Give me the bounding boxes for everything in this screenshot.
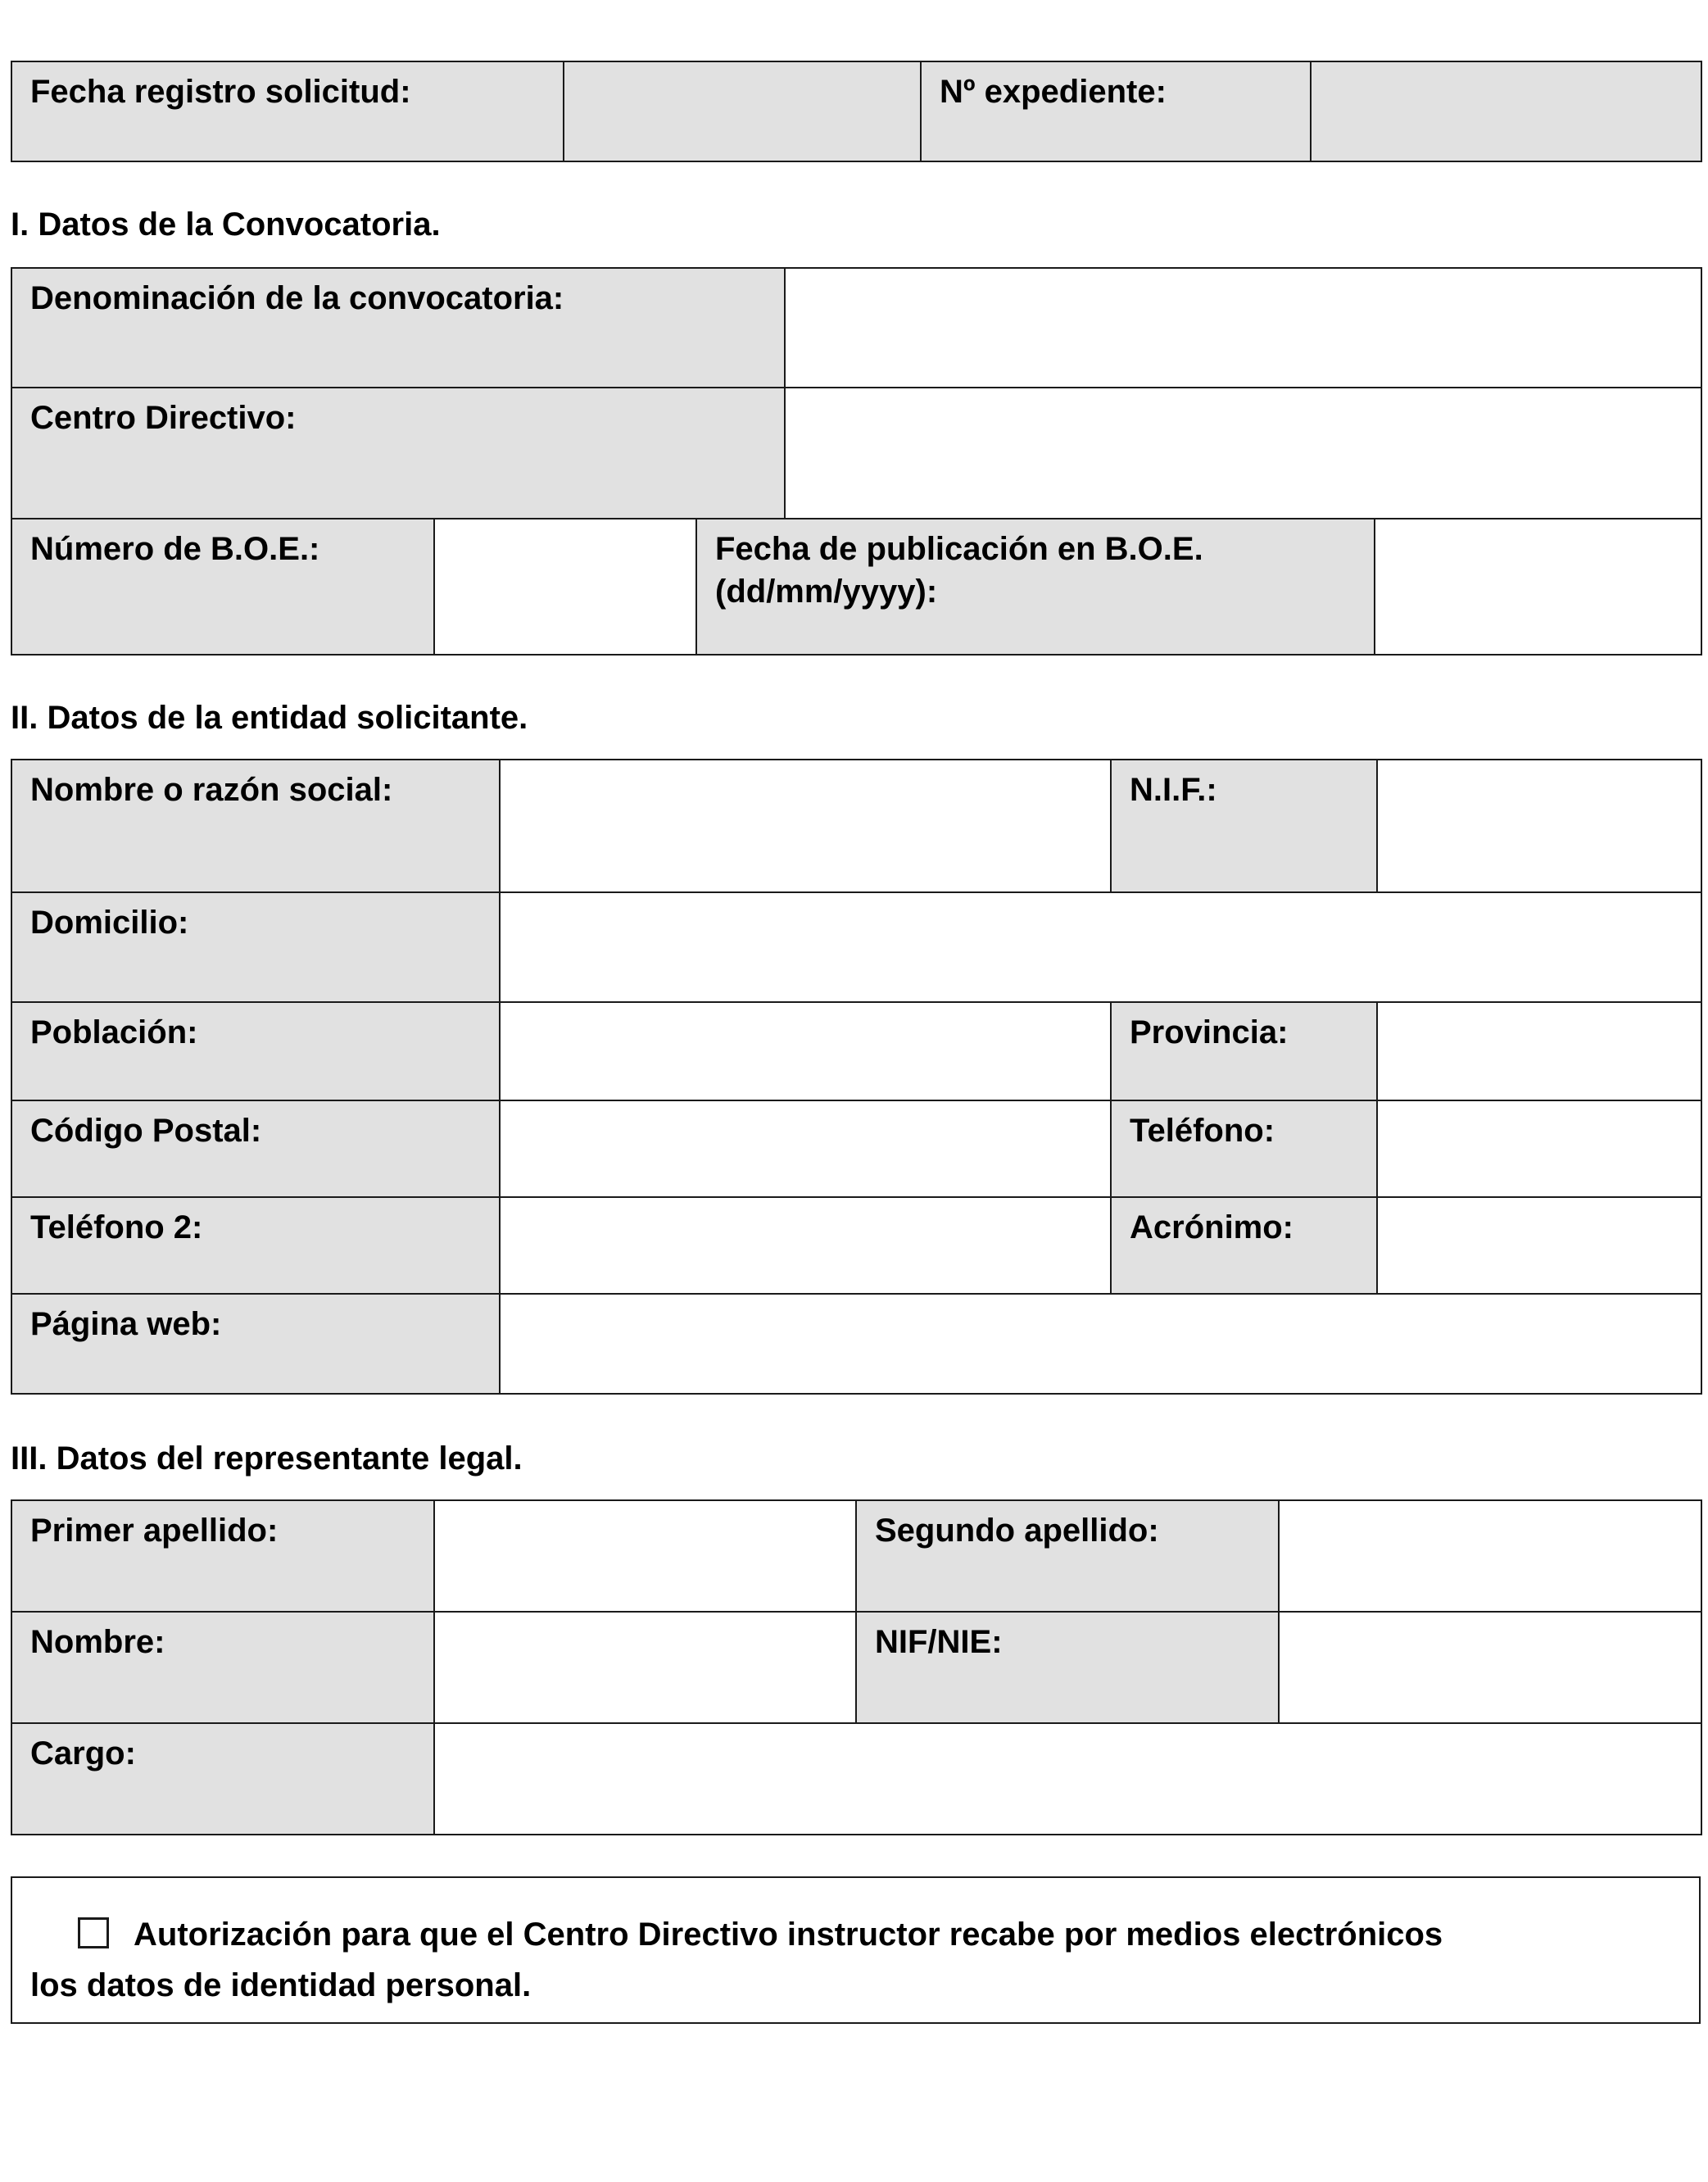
codigo-postal-label: Código Postal: xyxy=(11,1100,500,1197)
acronimo-label: Acrónimo: xyxy=(1111,1197,1377,1294)
nif-label: N.I.F.: xyxy=(1111,760,1377,892)
section1-title: I. Datos de la Convocatoria. xyxy=(11,206,441,243)
boe-numero-label: Número de B.O.E.: xyxy=(11,519,434,655)
denominacion-label: Denominación de la convocatoria: xyxy=(11,268,785,388)
convocatoria-table xyxy=(11,267,1702,656)
codigo-postal-field[interactable] xyxy=(500,1100,1111,1197)
centro-directivo-field[interactable] xyxy=(785,388,1701,519)
telefono-field[interactable] xyxy=(1377,1100,1701,1197)
boe-numero-field[interactable] xyxy=(434,519,696,655)
telefono2-field[interactable] xyxy=(500,1197,1111,1294)
segundo-apellido-field[interactable] xyxy=(1279,1500,1701,1612)
domicilio-field[interactable] xyxy=(500,892,1701,1002)
cargo-label: Cargo: xyxy=(11,1723,434,1835)
authorization-text-line1: Autorización para que el Centro Directivo instructor recabe por medios electrónicos xyxy=(134,1917,1443,1953)
poblacion-field[interactable] xyxy=(500,1002,1111,1100)
segundo-apellido-label: Segundo apellido: xyxy=(856,1500,1279,1612)
pagina-web-label: Página web: xyxy=(11,1294,500,1394)
boe-fecha-label: Fecha de publicación en B.O.E. (dd/mm/yyyy): xyxy=(696,519,1375,655)
nombre-field[interactable] xyxy=(434,1612,856,1723)
authorization-line1 xyxy=(30,1909,1681,1960)
fecha-registro-label: Fecha registro solicitud: xyxy=(11,61,564,161)
telefono-label: Teléfono: xyxy=(1111,1100,1377,1197)
acronimo-field[interactable] xyxy=(1377,1197,1701,1294)
nif-nie-field[interactable] xyxy=(1279,1612,1701,1723)
section2-title: II. Datos de la entidad solicitante. xyxy=(11,700,528,736)
fecha-registro-field[interactable] xyxy=(564,61,921,161)
entidad-table xyxy=(11,759,1702,1395)
boe-fecha-field[interactable] xyxy=(1375,519,1701,655)
nombre-razon-field[interactable] xyxy=(500,760,1111,892)
nif-field[interactable] xyxy=(1377,760,1701,892)
provincia-field[interactable] xyxy=(1377,1002,1701,1100)
expediente-label: Nº expediente: xyxy=(921,61,1311,161)
pagina-web-field[interactable] xyxy=(500,1294,1701,1394)
section3-title: III. Datos del representante legal. xyxy=(11,1440,523,1477)
header-table xyxy=(11,61,1702,162)
primer-apellido-field[interactable] xyxy=(434,1500,856,1612)
primer-apellido-label: Primer apellido: xyxy=(11,1500,434,1612)
nombre-razon-label: Nombre o razón social: xyxy=(11,760,500,892)
authorization-box xyxy=(11,1876,1701,2024)
authorization-text-line2: los datos de identidad personal. xyxy=(30,1967,532,2003)
denominacion-field[interactable] xyxy=(785,268,1701,388)
authorization-checkbox[interactable] xyxy=(78,1917,109,1948)
representante-table xyxy=(11,1499,1702,1835)
nif-nie-label: NIF/NIE: xyxy=(856,1612,1279,1723)
cargo-field[interactable] xyxy=(434,1723,1701,1835)
domicilio-label: Domicilio: xyxy=(11,892,500,1002)
nombre-label: Nombre: xyxy=(11,1612,434,1723)
provincia-label: Provincia: xyxy=(1111,1002,1377,1100)
expediente-field[interactable] xyxy=(1311,61,1701,161)
poblacion-label: Población: xyxy=(11,1002,500,1100)
telefono2-label: Teléfono 2: xyxy=(11,1197,500,1294)
centro-directivo-label: Centro Directivo: xyxy=(11,388,785,519)
